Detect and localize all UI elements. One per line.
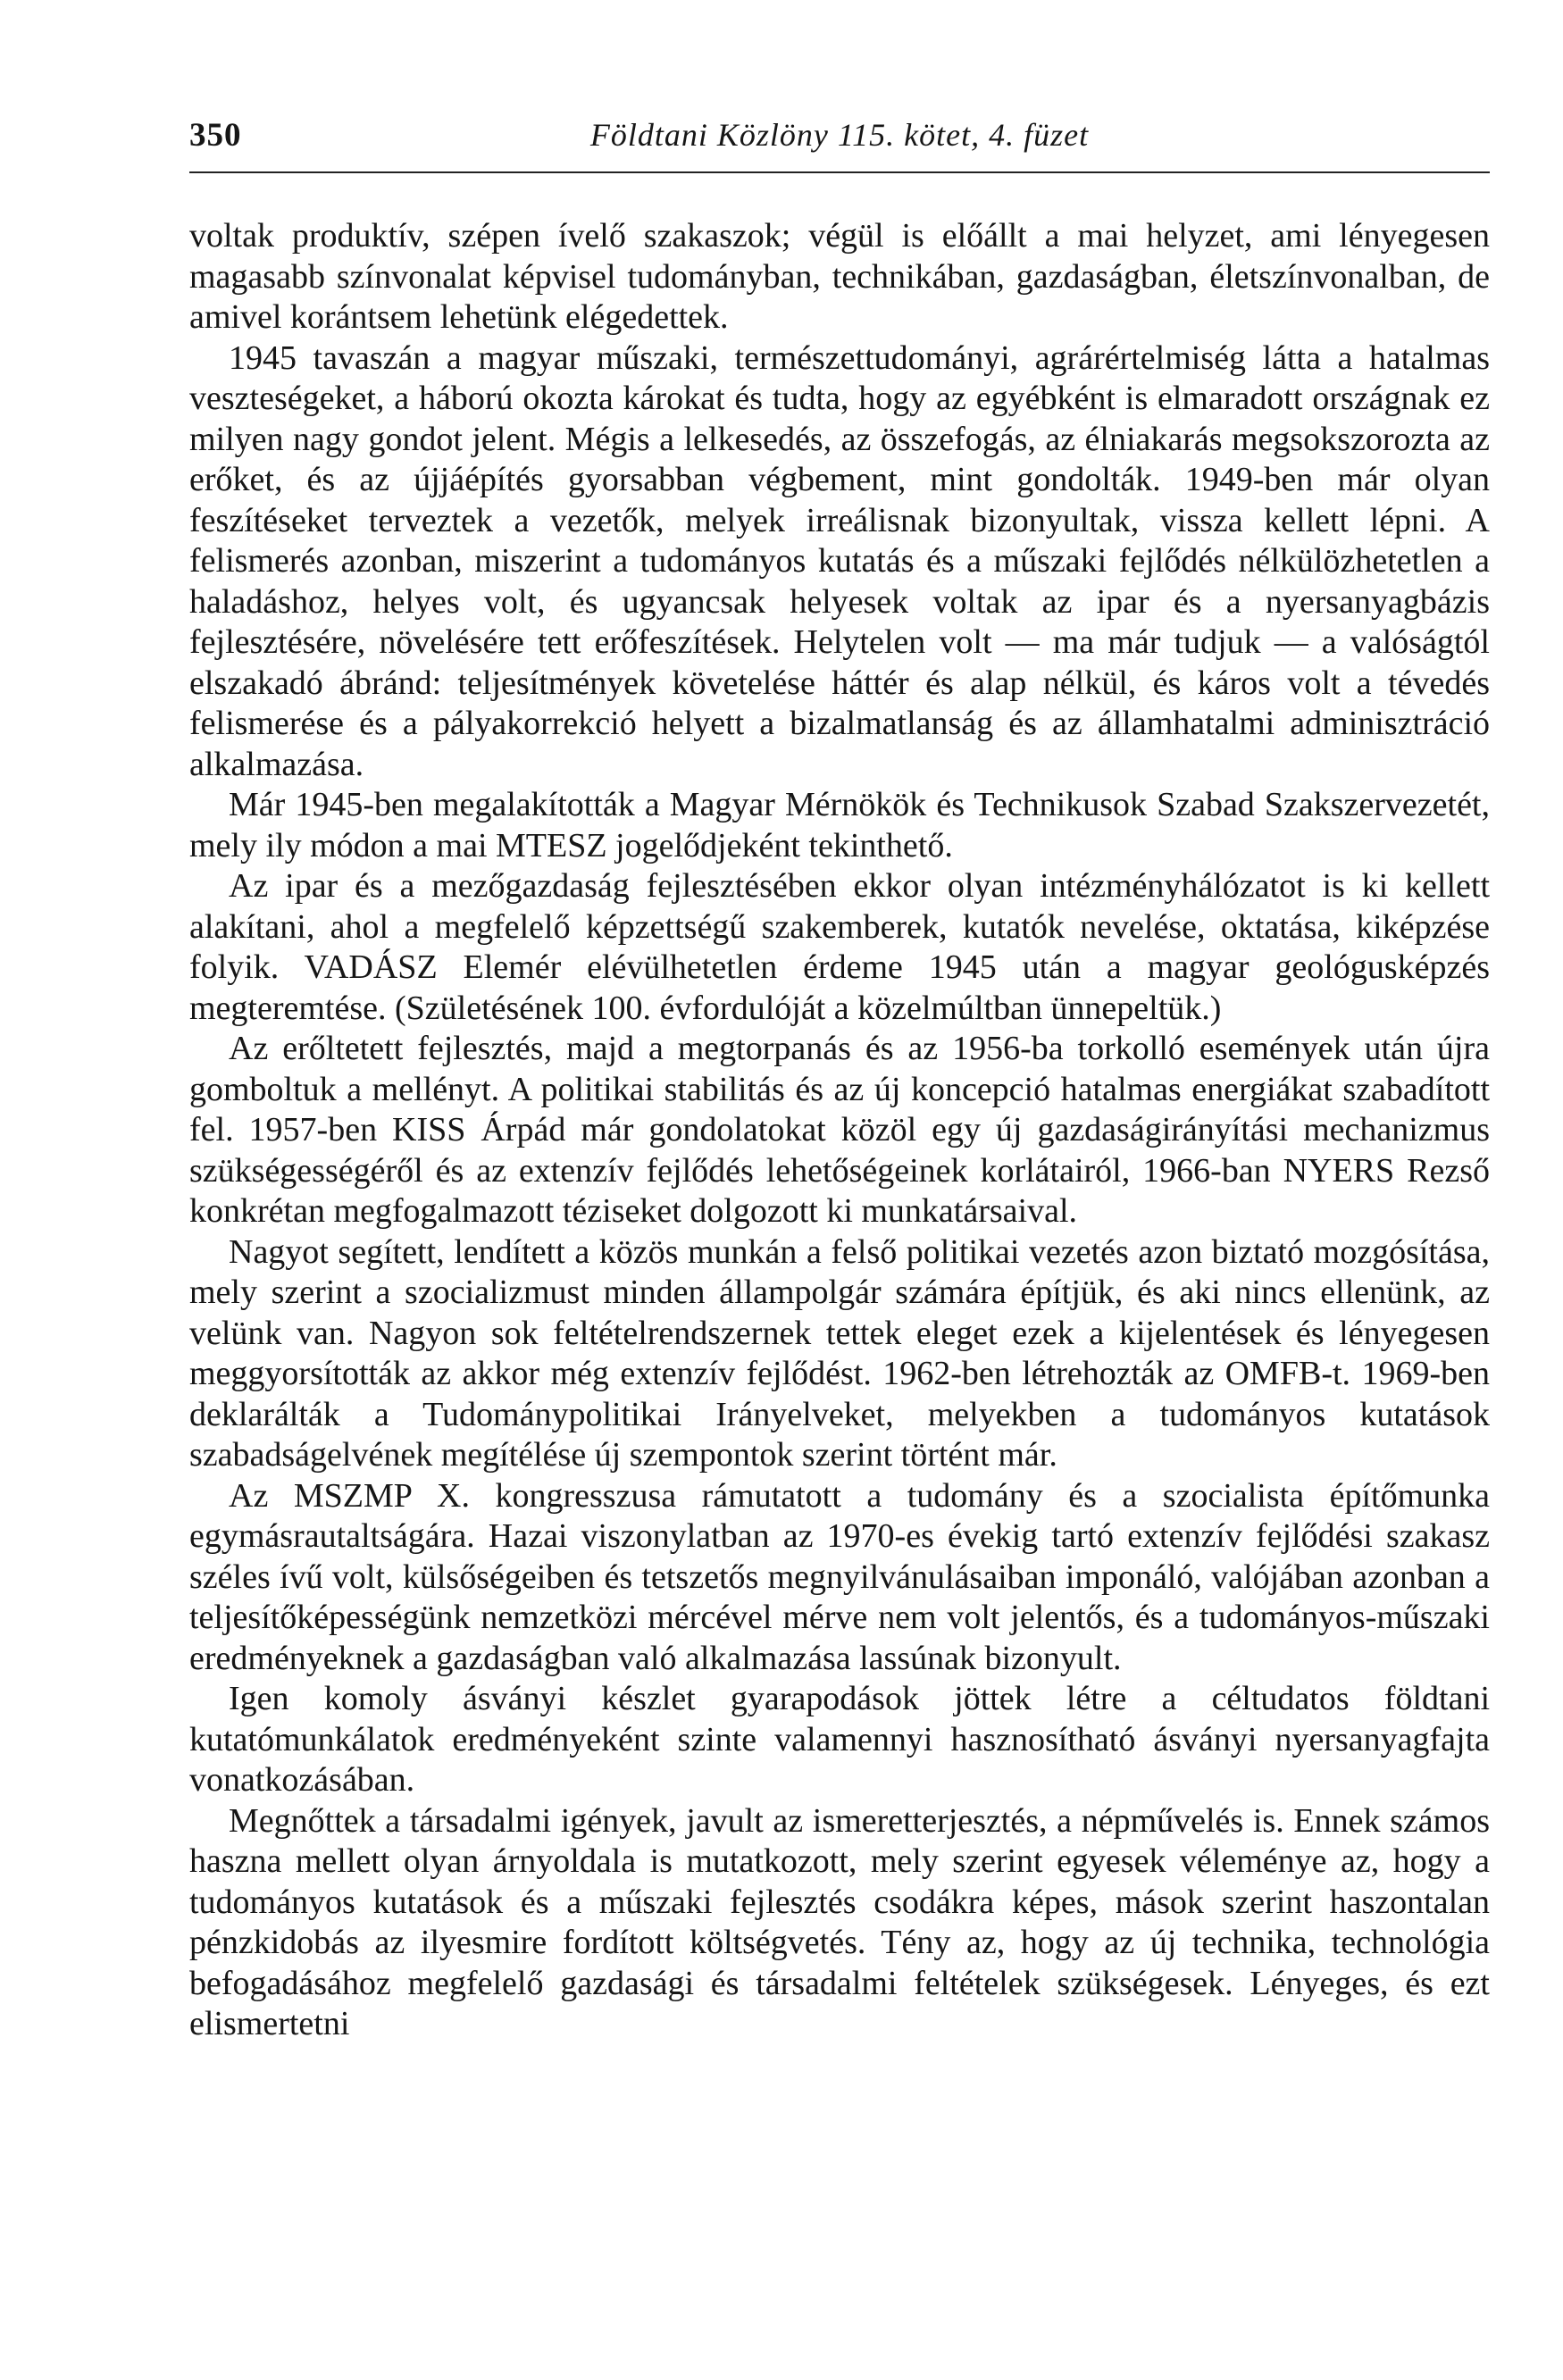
paragraph: Igen komoly ásványi készlet gyarapodások jöttek létre a céltudatos földtani kutatómunkálatok eredményeként szinte valamennyi hasznosítható ásványi nyersanyagfajta vonatkozásában. <box>189 1680 1490 1799</box>
paragraph: Megnőttek a társadalmi igények, javult az ismeretterjesztés, a népművelés is. Ennek számos haszna mellett olyan árnyoldala is mutatkozott, mely szerint egyesek véleménye az, hogy a tudományos kutatások és a műszaki fejlesztés csodákra képes, mások szerint haszontalan pénzkidobás az ilyesmire fordított költségvetés. Tény az, hogy az új technika, technológia befogadásához megfelelő gazdasági és társadalmi feltételek szükségesek. Lényeges, és ezt elismertetni <box>189 1801 1490 2042</box>
paragraph: voltak produktív, szépen ívelő szakaszok; végül is előállt a mai helyzet, ami lényegesen magasabb színvonalat képvisel tudományban, technikában, gazdaságban, életszínvonalban, de amivel korántsem lehetünk elégedettek. <box>189 217 1490 336</box>
paragraph: Az ipar és a mezőgazdaság fejlesztésében ekkor olyan intézményhálózatot is ki kellett alakítani, ahol a megfelelő képzettségű szakemberek, kutatók nevelése, oktatása, kiképzése folyik. VADÁSZ Elemér elévülhetetlen érdeme 1945 után a magyar geológusképzés megteremtése. (Születésének 100. évfordulóját a közelmúltban ünnepeltük.) <box>189 867 1490 1027</box>
page-number: 350 <box>189 117 242 154</box>
running-head: Földtani Közlöny 115. kötet, 4. füzet <box>589 117 1090 153</box>
paragraph: Az erőltetett fejlesztés, majd a megtorpanás és az 1956-ba torkolló események után újra gomboltuk a mellényt. A politikai stabilitás és az új koncepció hatalmas energiákat szabadított fel. 1957-ben KISS Árpád már gondolatokat közöl egy új gazdaságirányítási mechanizmus szükségességéről és az extenzív fejlődés lehetőségeinek korlátairól, 1966-ban NYERS Rezső konkrétan megfogalmazott téziseket dolgozott ki munkatársaival. <box>189 1030 1490 1230</box>
paragraph: 1945 tavaszán a magyar műszaki, természettudományi, agrárértelmiség látta a hatalmas veszteségeket, a háború okozta károkat és tudta, hogy az egyébként is elmaradott országnak ez milyen nagy gondot jelent. Mégis a lelkesedés, az összefogás, az élniakarás megsokszorozta az erőket, és az újjáépítés gyorsabban végbement, mint gondolták. 1949-ben már olyan feszítéseket terveztek a vezetők, melyek irreálisnak bizonyultak, vissza kellett lépni. A felismerés azonban, miszerint a tudományos kutatás és a műszaki fejlődés nélkülözhetetlen a haladáshoz, helyes volt, és ugyancsak helyesek voltak az ipar és a nyersanyagbázis fejlesztésére, növelésére tett erőfeszítések. Helytelen volt — ma már tudjuk — a valóságtól elszakadó ábránd: teljesítmények követelése háttér és alap nélkül, és káros volt a tévedés felismerése és a pályakorrekció helyett a bizalmatlanság és az államhatalmi adminisztráció alkalmazása. <box>189 338 1490 783</box>
paragraph: Már 1945-ben megalakították a Magyar Mérnökök és Technikusok Szabad Szakszervezetét, mely ily módon a mai MTESZ jogelődjeként tekinthető. <box>189 786 1490 864</box>
header-rule <box>189 171 1490 173</box>
paragraph: Nagyot segített, lendített a közös munkán a felső politikai vezetés azon biztató mozgósítása, mely szerint a szocializmust minden állampolgár számára építjük, és aki nincs ellenünk, az velünk van. Nagyon sok feltételrendszernek tettek eleget ezek a kijelentések és lényegesen meggyorsították az akkor még extenzív fejlődést. 1962-ben létrehozták az OMFB-t. 1969-ben deklarálták a Tudománypolitikai Irányelveket, melyekben a tudományos kutatások szabadságelvének megítélése új szempontok szerint történt már. <box>189 1232 1490 1474</box>
paragraph: Az MSZMP X. kongresszusa rámutatott a tudomány és a szocialista építőmunka egymásrautaltságára. Hazai viszonylatban az 1970-es évekig tartó extenzív fejlődési szakasz széles ívű volt, külsőségeiben és tetszetős megnyilvánulásaiban imponáló, valójában azonban a teljesítőképességünk nemzetközi mércével mérve nem volt jelentős, és a tudományos-műszaki eredményeknek a gazdaságban való alkalmazása lassúnak bizonyult. <box>189 1476 1490 1677</box>
page-header <box>189 109 1490 159</box>
body-text <box>189 216 1490 2045</box>
document-page <box>189 109 1490 2045</box>
